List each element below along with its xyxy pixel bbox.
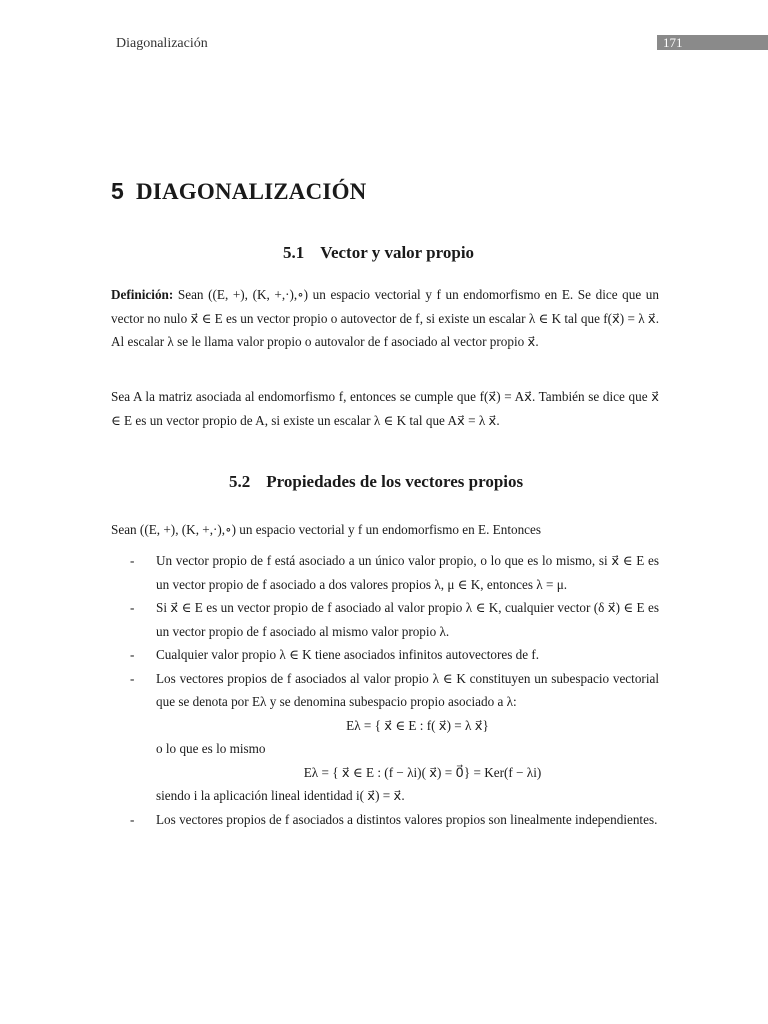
section-number: 5.2 [229, 472, 251, 491]
list-item-text: Un vector propio de f está asociado a un único valor propio, o lo que es lo mismo, si x⃗ ∈ E es un vector propio de f asociado a dos valores propios λ, μ ∈ K, entonces λ = μ. [156, 553, 659, 592]
list-dash: - [130, 811, 135, 827]
list-item-text: siendo i la aplicación lineal identidad i( x⃗) = x⃗. [156, 788, 405, 803]
section-number: 5.1 [283, 243, 305, 262]
section-title-text: Propiedades de los vectores propios [266, 472, 524, 491]
equation-eigenspace: Eλ = { x⃗ ∈ E : f( x⃗) = λ x⃗} [346, 717, 489, 733]
running-title: Diagonalización [116, 36, 208, 51]
list-item-text: o lo que es lo mismo [156, 741, 266, 756]
list-item-text: Los vectores propios de f asociados a distintos valores propios son linealmente independientes. [156, 811, 658, 827]
list-item [111, 643, 659, 667]
list-dash: - [130, 600, 135, 615]
list-item-text: Los vectores propios de f asociados al valor propio λ ∈ K constituyen un subespacio vectorial que se denota por Eλ y se denomina subespacio propio asociado a λ: [156, 670, 659, 709]
page-number: 171 [657, 35, 768, 50]
list-item [111, 549, 659, 596]
chapter-number: 5 [111, 178, 124, 204]
definition-label: Definición: [111, 287, 174, 302]
definition-text: Sean ((E, +), (K, +,·),∘) un espacio vectorial y f un endomorfismo en E. Se dice que un vector no nulo x⃗ ∈ E es un vector propio o autovector de f, si existe un escalar λ ∈ K tal que f(x⃗) = λ x⃗. Al escalar λ se le llama valor propio o autovalor de f asociado al vector propio x⃗. [111, 287, 660, 349]
equation-kernel: Eλ = { x⃗ ∈ E : (f − λi)( x⃗) = 0⃗} = Ker(f − λi) [303, 764, 542, 780]
section-heading-5-2 [229, 472, 523, 492]
section-heading-5-1 [283, 243, 474, 263]
list-item [111, 667, 659, 808]
section-title-text: Vector y valor propio [320, 243, 475, 262]
list-dash: - [130, 553, 135, 568]
list-item [111, 808, 659, 832]
list-item-text: Si x⃗ ∈ E es un vector propio de f asociado al valor propio λ ∈ K, cualquier vector (δ x⃗) ∈ E es un vector propio de f asociado al mismo valor propio λ. [156, 600, 659, 639]
list-item [111, 596, 659, 643]
list-dash: - [130, 647, 135, 662]
matrix-paragraph: Sea A la matriz asociada al endomorfismo f, entonces se cumple que f(x⃗) = Ax⃗. También se dice que x⃗ ∈ E es un vector propio de A, si existe un escalar λ ∈ K tal que Ax⃗ = λ x⃗. [111, 389, 659, 428]
chapter-title [111, 178, 366, 205]
properties-list [111, 549, 659, 831]
definition-paragraph [111, 283, 659, 354]
list-dash: - [130, 670, 135, 686]
list-item-text: Cualquier valor propio λ ∈ K tiene asociados infinitos autovectores de f. [156, 647, 540, 662]
chapter-title-text: DIAGONALIZACIÓN [136, 179, 367, 204]
intro-paragraph: Sean ((E, +), (K, +,·),∘) un espacio vectorial y f un endomorfismo en E. Entonces [111, 522, 542, 537]
